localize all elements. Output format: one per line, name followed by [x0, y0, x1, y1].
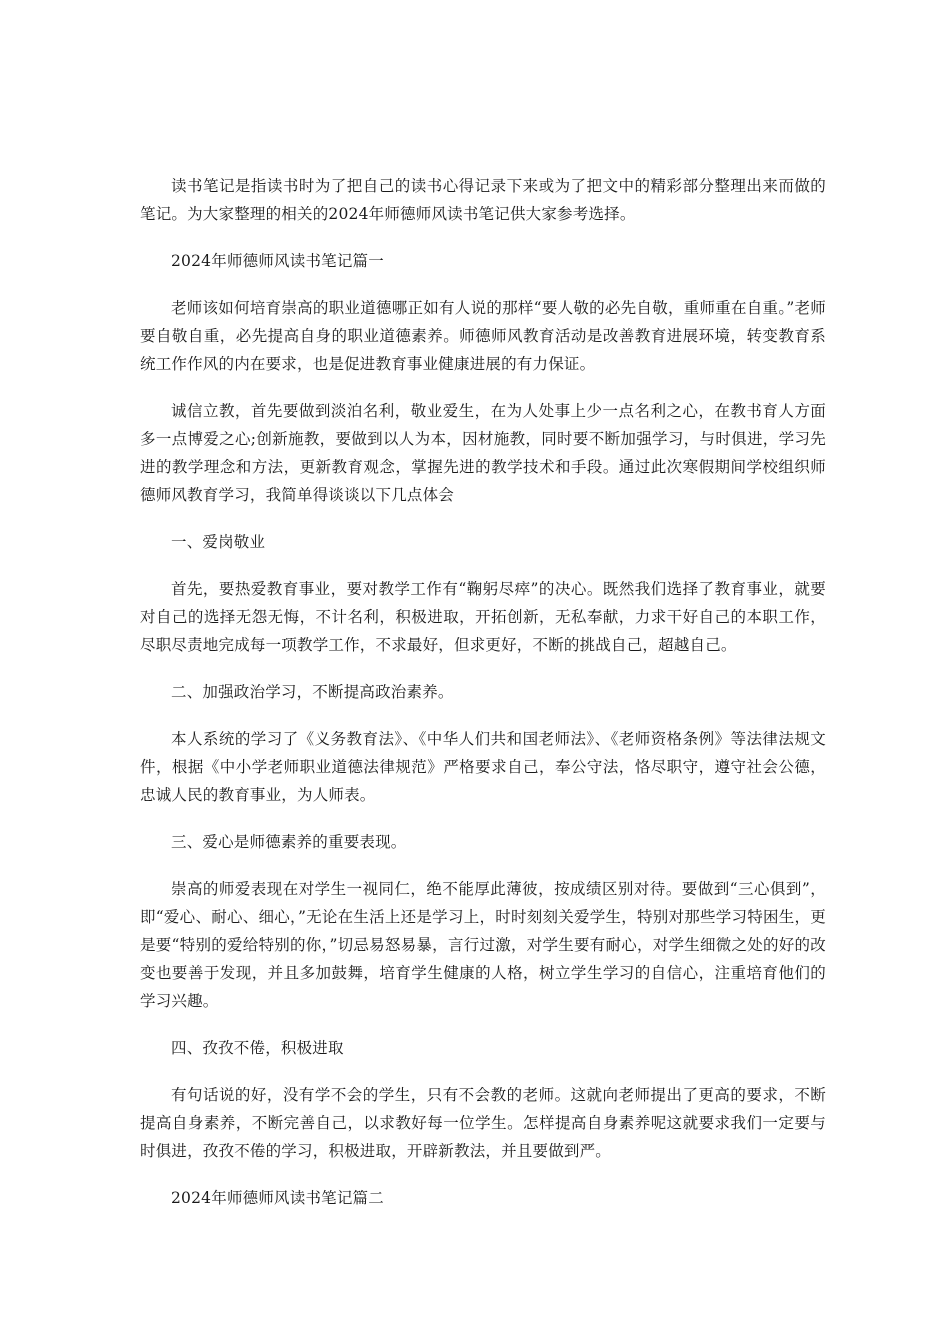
point-heading-4: 四、孜孜不倦，积极进取	[171, 1039, 344, 1057]
body-paragraph: 诚信立教，首先要做到淡泊名利，敬业爱生，在为人处事上少一点名利之心，在教书育人方面多一点博爱之心;创新施教，要做到以人为本，因材施教，同时要不断加强学习，与时俱进，学习先进的教学理念和方法，更新教育观念，掌握先进的教学技术和手段。通过此次寒假期间学校组织师德师风教育学习，我简单得谈谈以下几点体会	[140, 402, 826, 504]
intro-paragraph: 读书笔记是指读书时为了把自己的读书心得记录下来或为了把文中的精彩部分整理出来而做的笔记。为大家整理的相关的2024年师德师风读书笔记供大家参考选择。	[140, 177, 826, 223]
body-paragraph: 本人系统的学习了《义务教育法》、《中华人们共和国老师法》、《老师资格条例》等法律法规文件，根据《中小学老师职业道德法律规范》严格要求自己，奉公守法，恪尽职守，遵守社会公德，忠诚人民的教育事业，为人师表。	[140, 730, 826, 804]
section-heading-part-one: 2024年师德师风读书笔记篇一	[171, 252, 384, 270]
point-heading-3: 三、爱心是师德素养的重要表现。	[171, 833, 407, 851]
body-paragraph: 崇高的师爱表现在对学生一视同仁，绝不能厚此薄彼，按成绩区别对待。要做到“三心俱到”，即“爱心、耐心、细心，”无论在生活上还是学习上，时时刻刻关爱学生，特别对那些学习特困生，更是要“特别的爱给特别的你，”切忌易怒易暴，言行过激，对学生要有耐心，对学生细微之处的好的改变也要善于发现，并且多加鼓舞，培育学生健康的人格，树立学生学习的自信心，注重培育他们的学习兴趣。	[140, 880, 826, 1010]
body-paragraph: 有句话说的好，没有学不会的学生，只有不会教的老师。这就向老师提出了更高的要求，不断提高自身素养，不断完善自己，以求教好每一位学生。怎样提高自身素养呢这就要求我们一定要与时俱进，孜孜不倦的学习，积极进取，开辟新教法，并且要做到严。	[140, 1086, 826, 1160]
point-heading-1: 一、爱岗敬业	[171, 533, 266, 551]
document-page	[140, 172, 826, 1212]
section-heading-part-two: 2024年师德师风读书笔记篇二	[171, 1189, 384, 1207]
body-paragraph: 老师该如何培育崇高的职业道德哪正如有人说的那样“要人敬的必先自敬，重师重在自重。”老师要自敬自重，必先提高自身的职业道德素养。师德师风教育活动是改善教育进展环境，转变教育系统工作作风的内在要求，也是促进教育事业健康进展的有力保证。	[140, 299, 826, 373]
body-paragraph: 首先，要热爱教育事业，要对教学工作有“鞠躬尽瘁”的决心。既然我们选择了教育事业，就要对自己的选择无怨无悔，不计名利，积极进取，开拓创新，无私奉献，力求干好自己的本职工作，尽职尽责地完成每一项教学工作，不求最好，但求更好，不断的挑战自己，超越自己。	[140, 580, 826, 654]
point-heading-2: 二、加强政治学习，不断提高政治素养。	[171, 683, 454, 701]
